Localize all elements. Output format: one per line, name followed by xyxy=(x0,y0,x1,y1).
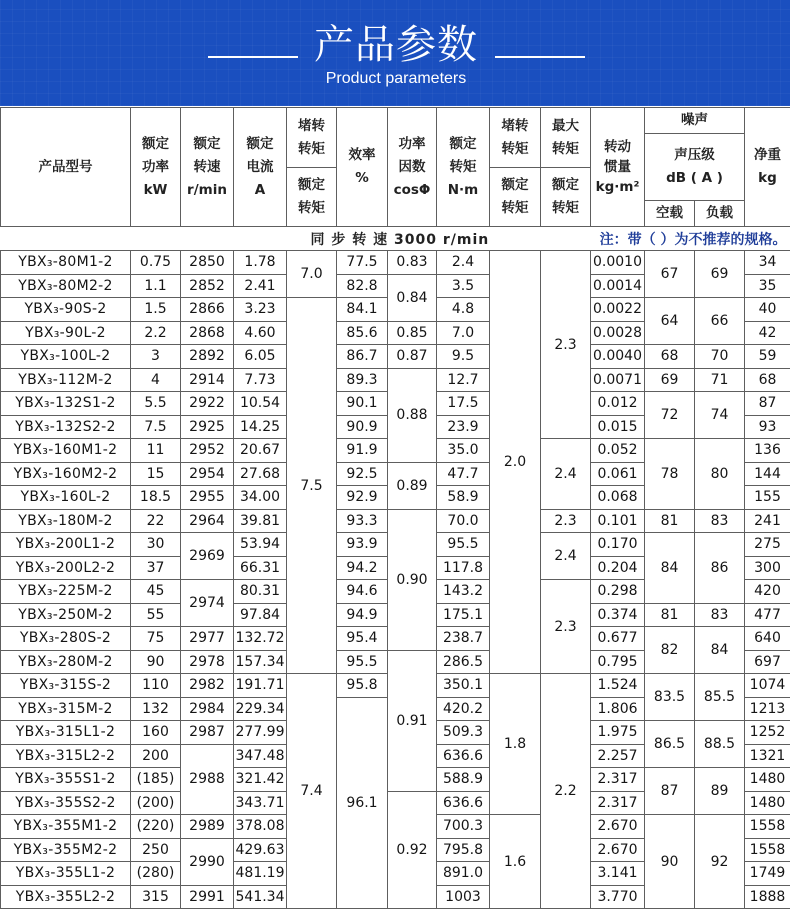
model-cell: YBX₃-200L2-2 xyxy=(1,556,131,580)
weight-cell: 93 xyxy=(745,415,790,439)
rated-torque-cell: 175.1 xyxy=(437,603,490,627)
model-cell: YBX₃-315L2-2 xyxy=(1,744,131,768)
weight-cell: 1888 xyxy=(745,885,790,909)
header-efficiency: 效率 % xyxy=(337,108,388,227)
model-cell: YBX₃-90S-2 xyxy=(1,298,131,322)
sync-speed-row xyxy=(1,227,790,251)
model-cell: YBX₃-315S-2 xyxy=(1,674,131,698)
power-cell: 4 xyxy=(131,368,181,392)
model-cell: YBX₃-280S-2 xyxy=(1,627,131,651)
noise-no-load-cell: 86.5 xyxy=(645,721,695,768)
max-torque-ratio-cell: 2.3 xyxy=(541,580,591,674)
weight-cell: 144 xyxy=(745,462,790,486)
efficiency-cell: 84.1 xyxy=(337,298,388,322)
speed-cell: 2868 xyxy=(181,321,234,345)
current-cell: 34.00 xyxy=(234,486,287,510)
rated-torque-cell: 891.0 xyxy=(437,862,490,886)
model-cell: YBX₃-112M-2 xyxy=(1,368,131,392)
current-cell: 39.81 xyxy=(234,509,287,533)
weight-cell: 477 xyxy=(745,603,790,627)
noise-no-load-cell: 87 xyxy=(645,768,695,815)
power-factor-cell: 0.84 xyxy=(388,274,437,321)
weight-cell: 300 xyxy=(745,556,790,580)
power-cell: 5.5 xyxy=(131,392,181,416)
max-torque-ratio-cell: 2.4 xyxy=(541,533,591,580)
power-cell: 55 xyxy=(131,603,181,627)
locked-torque-ratio-b-cell: 1.8 xyxy=(490,674,541,815)
efficiency-cell: 93.9 xyxy=(337,533,388,557)
weight-cell: 40 xyxy=(745,298,790,322)
rated-torque-cell: 636.6 xyxy=(437,744,490,768)
model-cell: YBX₃-355S2-2 xyxy=(1,791,131,815)
weight-cell: 640 xyxy=(745,627,790,651)
header-locked-torque-b-bottom: 额定 转矩 xyxy=(490,168,541,227)
inertia-cell: 1.975 xyxy=(591,721,645,745)
model-cell: YBX₃-80M2-2 xyxy=(1,274,131,298)
power-cell: 200 xyxy=(131,744,181,768)
speed-cell: 2955 xyxy=(181,486,234,510)
table-row xyxy=(1,509,790,533)
rated-torque-cell: 7.0 xyxy=(437,321,490,345)
noise-no-load-cell: 82 xyxy=(645,627,695,674)
inertia-cell: 0.0071 xyxy=(591,368,645,392)
sync-speed-cell xyxy=(1,227,790,251)
speed-cell: 2969 xyxy=(181,533,234,580)
noise-load-cell: 83 xyxy=(695,603,745,627)
speed-cell: 2984 xyxy=(181,697,234,721)
weight-cell: 697 xyxy=(745,650,790,674)
current-cell: 343.71 xyxy=(234,791,287,815)
inertia-cell: 2.670 xyxy=(591,838,645,862)
speed-cell: 2982 xyxy=(181,674,234,698)
rated-torque-cell: 117.8 xyxy=(437,556,490,580)
model-cell: YBX₃-160M2-2 xyxy=(1,462,131,486)
weight-cell: 1252 xyxy=(745,721,790,745)
power-cell: 7.5 xyxy=(131,415,181,439)
current-cell: 321.42 xyxy=(234,768,287,792)
efficiency-cell: 93.3 xyxy=(337,509,388,533)
efficiency-cell: 90.9 xyxy=(337,415,388,439)
noise-no-load-cell: 81 xyxy=(645,509,695,533)
efficiency-cell: 91.9 xyxy=(337,439,388,463)
inertia-cell: 2.257 xyxy=(591,744,645,768)
header-max-torque-bottom: 额定 转矩 xyxy=(541,168,591,227)
current-cell: 132.72 xyxy=(234,627,287,651)
current-cell: 157.34 xyxy=(234,650,287,674)
model-cell: YBX₃-355L2-2 xyxy=(1,885,131,909)
power-cell: (200) xyxy=(131,791,181,815)
current-cell: 14.25 xyxy=(234,415,287,439)
max-torque-ratio-cell: 2.4 xyxy=(541,439,591,510)
inertia-cell: 0.068 xyxy=(591,486,645,510)
power-cell: (185) xyxy=(131,768,181,792)
current-cell: 229.34 xyxy=(234,697,287,721)
noise-load-cell: 86 xyxy=(695,533,745,604)
current-cell: 7.73 xyxy=(234,368,287,392)
noise-no-load-cell: 83.5 xyxy=(645,674,695,721)
header-max-torque-top: 最大 转矩 xyxy=(541,108,591,168)
header-locked-torque-a-top: 堵转 转矩 xyxy=(287,108,337,168)
speed-cell: 2866 xyxy=(181,298,234,322)
speed-cell: 2987 xyxy=(181,721,234,745)
model-cell: YBX₃-315L1-2 xyxy=(1,721,131,745)
noise-load-cell: 71 xyxy=(695,368,745,392)
inertia-cell: 3.141 xyxy=(591,862,645,886)
noise-no-load-cell: 69 xyxy=(645,368,695,392)
power-cell: 132 xyxy=(131,697,181,721)
header-banner xyxy=(0,0,790,106)
current-cell: 429.63 xyxy=(234,838,287,862)
rated-torque-cell: 238.7 xyxy=(437,627,490,651)
title-rule-right xyxy=(495,56,585,58)
power-cell: 90 xyxy=(131,650,181,674)
efficiency-cell: 89.3 xyxy=(337,368,388,392)
inertia-cell: 2.670 xyxy=(591,815,645,839)
inertia-cell: 0.015 xyxy=(591,415,645,439)
model-cell: YBX₃-355L1-2 xyxy=(1,862,131,886)
max-torque-ratio-cell: 2.3 xyxy=(541,251,591,439)
efficiency-cell: 94.2 xyxy=(337,556,388,580)
power-cell: 22 xyxy=(131,509,181,533)
weight-cell: 241 xyxy=(745,509,790,533)
weight-cell: 59 xyxy=(745,345,790,369)
current-cell: 20.67 xyxy=(234,439,287,463)
speed-cell: 2977 xyxy=(181,627,234,651)
power-factor-cell: 0.89 xyxy=(388,462,437,509)
efficiency-cell: 92.5 xyxy=(337,462,388,486)
power-cell: 11 xyxy=(131,439,181,463)
noise-no-load-cell: 81 xyxy=(645,603,695,627)
efficiency-cell: 90.1 xyxy=(337,392,388,416)
power-cell: 1.5 xyxy=(131,298,181,322)
current-cell: 481.19 xyxy=(234,862,287,886)
current-cell: 277.99 xyxy=(234,721,287,745)
inertia-cell: 3.770 xyxy=(591,885,645,909)
rated-torque-cell: 2.4 xyxy=(437,251,490,275)
model-cell: YBX₃-160L-2 xyxy=(1,486,131,510)
rated-torque-cell: 12.7 xyxy=(437,368,490,392)
header-rated-torque: 额定 转矩 N·m xyxy=(437,108,490,227)
header-power: 额定 功率 kW xyxy=(131,108,181,227)
power-cell: (220) xyxy=(131,815,181,839)
current-cell: 6.05 xyxy=(234,345,287,369)
weight-cell: 1213 xyxy=(745,697,790,721)
page-subtitle: Product parameters xyxy=(325,70,467,87)
weight-cell: 35 xyxy=(745,274,790,298)
current-cell: 4.60 xyxy=(234,321,287,345)
speed-cell: 2850 xyxy=(181,251,234,275)
header-model: 产品型号 xyxy=(1,108,131,227)
weight-cell: 420 xyxy=(745,580,790,604)
weight-cell: 1321 xyxy=(745,744,790,768)
model-cell: YBX₃-90L-2 xyxy=(1,321,131,345)
power-cell: 0.75 xyxy=(131,251,181,275)
model-cell: YBX₃-132S1-2 xyxy=(1,392,131,416)
rated-torque-cell: 700.3 xyxy=(437,815,490,839)
power-cell: 75 xyxy=(131,627,181,651)
model-cell: YBX₃-250M-2 xyxy=(1,603,131,627)
inertia-cell: 0.204 xyxy=(591,556,645,580)
model-cell: YBX₃-355M2-2 xyxy=(1,838,131,862)
noise-no-load-cell: 90 xyxy=(645,815,695,909)
current-cell: 1.78 xyxy=(234,251,287,275)
model-cell: YBX₃-355M1-2 xyxy=(1,815,131,839)
current-cell: 27.68 xyxy=(234,462,287,486)
rated-torque-cell: 95.5 xyxy=(437,533,490,557)
speed-cell: 2988 xyxy=(181,744,234,815)
inertia-cell: 1.806 xyxy=(591,697,645,721)
model-cell: YBX₃-180M-2 xyxy=(1,509,131,533)
page-title: 产品参数 xyxy=(314,22,478,68)
power-cell: 45 xyxy=(131,580,181,604)
rated-torque-cell: 509.3 xyxy=(437,721,490,745)
power-factor-cell: 0.92 xyxy=(388,791,437,909)
noise-load-cell: 85.5 xyxy=(695,674,745,721)
inertia-cell: 0.012 xyxy=(591,392,645,416)
not-recommended-note: 注：带（ ）为不推荐的规格。 xyxy=(599,232,787,248)
sync-speed-label: 同 步 转 速 3000 r/min xyxy=(310,232,490,248)
speed-cell: 2892 xyxy=(181,345,234,369)
header-current: 额定 电流 A xyxy=(234,108,287,227)
current-cell: 541.34 xyxy=(234,885,287,909)
weight-cell: 1480 xyxy=(745,791,790,815)
product-parameters-table xyxy=(0,107,790,909)
weight-cell: 87 xyxy=(745,392,790,416)
speed-cell: 2914 xyxy=(181,368,234,392)
inertia-cell: 0.052 xyxy=(591,439,645,463)
current-cell: 66.31 xyxy=(234,556,287,580)
noise-load-cell: 69 xyxy=(695,251,745,298)
speed-cell: 2964 xyxy=(181,509,234,533)
weight-cell: 1074 xyxy=(745,674,790,698)
current-cell: 378.08 xyxy=(234,815,287,839)
rated-torque-cell: 588.9 xyxy=(437,768,490,792)
model-cell: YBX₃-225M-2 xyxy=(1,580,131,604)
efficiency-cell: 82.8 xyxy=(337,274,388,298)
noise-no-load-cell: 64 xyxy=(645,298,695,345)
power-factor-cell: 0.91 xyxy=(388,650,437,791)
noise-load-cell: 66 xyxy=(695,298,745,345)
efficiency-cell: 86.7 xyxy=(337,345,388,369)
speed-cell: 2978 xyxy=(181,650,234,674)
power-factor-cell: 0.88 xyxy=(388,368,437,462)
weight-cell: 42 xyxy=(745,321,790,345)
header-noise: 噪声 xyxy=(645,108,745,134)
model-cell: YBX₃-100L-2 xyxy=(1,345,131,369)
inertia-cell: 0.0040 xyxy=(591,345,645,369)
weight-cell: 136 xyxy=(745,439,790,463)
header-inertia: 转动 惯量 kg·m² xyxy=(591,108,645,227)
locked-torque-ratio-b-cell: 2.0 xyxy=(490,251,541,674)
rated-torque-cell: 636.6 xyxy=(437,791,490,815)
current-cell: 191.71 xyxy=(234,674,287,698)
inertia-cell: 0.061 xyxy=(591,462,645,486)
noise-no-load-cell: 72 xyxy=(645,392,695,439)
speed-cell: 2852 xyxy=(181,274,234,298)
noise-no-load-cell: 84 xyxy=(645,533,695,604)
inertia-cell: 0.677 xyxy=(591,627,645,651)
header-sound-pressure: 声压级 dB ( A ) xyxy=(645,134,745,201)
inertia-cell: 0.0028 xyxy=(591,321,645,345)
model-cell: YBX₃-200L1-2 xyxy=(1,533,131,557)
speed-cell: 2991 xyxy=(181,885,234,909)
weight-cell: 275 xyxy=(745,533,790,557)
model-cell: YBX₃-132S2-2 xyxy=(1,415,131,439)
speed-cell: 2974 xyxy=(181,580,234,627)
noise-no-load-cell: 78 xyxy=(645,439,695,510)
speed-cell: 2922 xyxy=(181,392,234,416)
power-cell: 110 xyxy=(131,674,181,698)
power-cell: 37 xyxy=(131,556,181,580)
inertia-cell: 0.298 xyxy=(591,580,645,604)
power-cell: 250 xyxy=(131,838,181,862)
rated-torque-cell: 143.2 xyxy=(437,580,490,604)
power-cell: 2.2 xyxy=(131,321,181,345)
rated-torque-cell: 70.0 xyxy=(437,509,490,533)
noise-no-load-cell: 68 xyxy=(645,345,695,369)
power-cell: 1.1 xyxy=(131,274,181,298)
speed-cell: 2989 xyxy=(181,815,234,839)
weight-cell: 34 xyxy=(745,251,790,275)
noise-load-cell: 88.5 xyxy=(695,721,745,768)
weight-cell: 1749 xyxy=(745,862,790,886)
rated-torque-cell: 350.1 xyxy=(437,674,490,698)
power-cell: (280) xyxy=(131,862,181,886)
model-cell: YBX₃-315M-2 xyxy=(1,697,131,721)
weight-cell: 68 xyxy=(745,368,790,392)
header-load: 负载 xyxy=(695,201,745,227)
inertia-cell: 0.374 xyxy=(591,603,645,627)
current-cell: 347.48 xyxy=(234,744,287,768)
current-cell: 97.84 xyxy=(234,603,287,627)
power-cell: 160 xyxy=(131,721,181,745)
weight-cell: 1480 xyxy=(745,768,790,792)
power-cell: 30 xyxy=(131,533,181,557)
noise-load-cell: 74 xyxy=(695,392,745,439)
model-cell: YBX₃-160M1-2 xyxy=(1,439,131,463)
power-factor-cell: 0.85 xyxy=(388,321,437,345)
efficiency-cell: 96.1 xyxy=(337,697,388,909)
weight-cell: 1558 xyxy=(745,815,790,839)
header-weight: 净重 kg xyxy=(745,108,790,227)
inertia-cell: 0.0010 xyxy=(591,251,645,275)
efficiency-cell: 77.5 xyxy=(337,251,388,275)
rated-torque-cell: 3.5 xyxy=(437,274,490,298)
locked-torque-ratio-cell: 7.0 xyxy=(287,251,337,298)
model-cell: YBX₃-80M1-2 xyxy=(1,251,131,275)
noise-no-load-cell: 67 xyxy=(645,251,695,298)
rated-torque-cell: 4.8 xyxy=(437,298,490,322)
header-no-load: 空载 xyxy=(645,201,695,227)
rated-torque-cell: 35.0 xyxy=(437,439,490,463)
power-cell: 315 xyxy=(131,885,181,909)
header-locked-torque-b-top: 堵转 转矩 xyxy=(490,108,541,168)
current-cell: 10.54 xyxy=(234,392,287,416)
efficiency-cell: 85.6 xyxy=(337,321,388,345)
inertia-cell: 1.524 xyxy=(591,674,645,698)
power-factor-cell: 0.90 xyxy=(388,509,437,650)
inertia-cell: 0.101 xyxy=(591,509,645,533)
inertia-cell: 0.795 xyxy=(591,650,645,674)
noise-load-cell: 80 xyxy=(695,439,745,510)
efficiency-cell: 95.4 xyxy=(337,627,388,651)
power-cell: 15 xyxy=(131,462,181,486)
power-cell: 3 xyxy=(131,345,181,369)
current-cell: 80.31 xyxy=(234,580,287,604)
speed-cell: 2925 xyxy=(181,415,234,439)
noise-load-cell: 83 xyxy=(695,509,745,533)
efficiency-cell: 95.8 xyxy=(337,674,388,698)
inertia-cell: 2.317 xyxy=(591,791,645,815)
speed-cell: 2990 xyxy=(181,838,234,885)
model-cell: YBX₃-355S1-2 xyxy=(1,768,131,792)
rated-torque-cell: 17.5 xyxy=(437,392,490,416)
locked-torque-ratio-b-cell: 1.6 xyxy=(490,815,541,909)
power-factor-cell: 0.87 xyxy=(388,345,437,369)
inertia-cell: 0.0022 xyxy=(591,298,645,322)
rated-torque-cell: 23.9 xyxy=(437,415,490,439)
table-row xyxy=(1,345,790,369)
efficiency-cell: 95.5 xyxy=(337,650,388,674)
speed-cell: 2952 xyxy=(181,439,234,463)
table-row xyxy=(1,368,790,392)
header-locked-torque-a-bottom: 额定 转矩 xyxy=(287,168,337,227)
table-row xyxy=(1,251,790,275)
inertia-cell: 2.317 xyxy=(591,768,645,792)
noise-load-cell: 92 xyxy=(695,815,745,909)
efficiency-cell: 94.6 xyxy=(337,580,388,604)
locked-torque-ratio-cell: 7.4 xyxy=(287,674,337,909)
current-cell: 2.41 xyxy=(234,274,287,298)
current-cell: 53.94 xyxy=(234,533,287,557)
weight-cell: 155 xyxy=(745,486,790,510)
header-speed: 额定 转速 r/min xyxy=(181,108,234,227)
noise-load-cell: 89 xyxy=(695,768,745,815)
locked-torque-ratio-cell: 7.5 xyxy=(287,298,337,674)
header-power-factor: 功率 因数 cosΦ xyxy=(388,108,437,227)
speed-cell: 2954 xyxy=(181,462,234,486)
rated-torque-cell: 286.5 xyxy=(437,650,490,674)
power-factor-cell: 0.83 xyxy=(388,251,437,275)
rated-torque-cell: 1003 xyxy=(437,885,490,909)
efficiency-cell: 92.9 xyxy=(337,486,388,510)
rated-torque-cell: 795.8 xyxy=(437,838,490,862)
max-torque-ratio-cell: 2.2 xyxy=(541,674,591,909)
rated-torque-cell: 9.5 xyxy=(437,345,490,369)
max-torque-ratio-cell: 2.3 xyxy=(541,509,591,533)
efficiency-cell: 94.9 xyxy=(337,603,388,627)
inertia-cell: 0.170 xyxy=(591,533,645,557)
rated-torque-cell: 420.2 xyxy=(437,697,490,721)
model-cell: YBX₃-280M-2 xyxy=(1,650,131,674)
power-cell: 18.5 xyxy=(131,486,181,510)
inertia-cell: 0.0014 xyxy=(591,274,645,298)
weight-cell: 1558 xyxy=(745,838,790,862)
noise-load-cell: 70 xyxy=(695,345,745,369)
noise-load-cell: 84 xyxy=(695,627,745,674)
current-cell: 3.23 xyxy=(234,298,287,322)
rated-torque-cell: 47.7 xyxy=(437,462,490,486)
rated-torque-cell: 58.9 xyxy=(437,486,490,510)
